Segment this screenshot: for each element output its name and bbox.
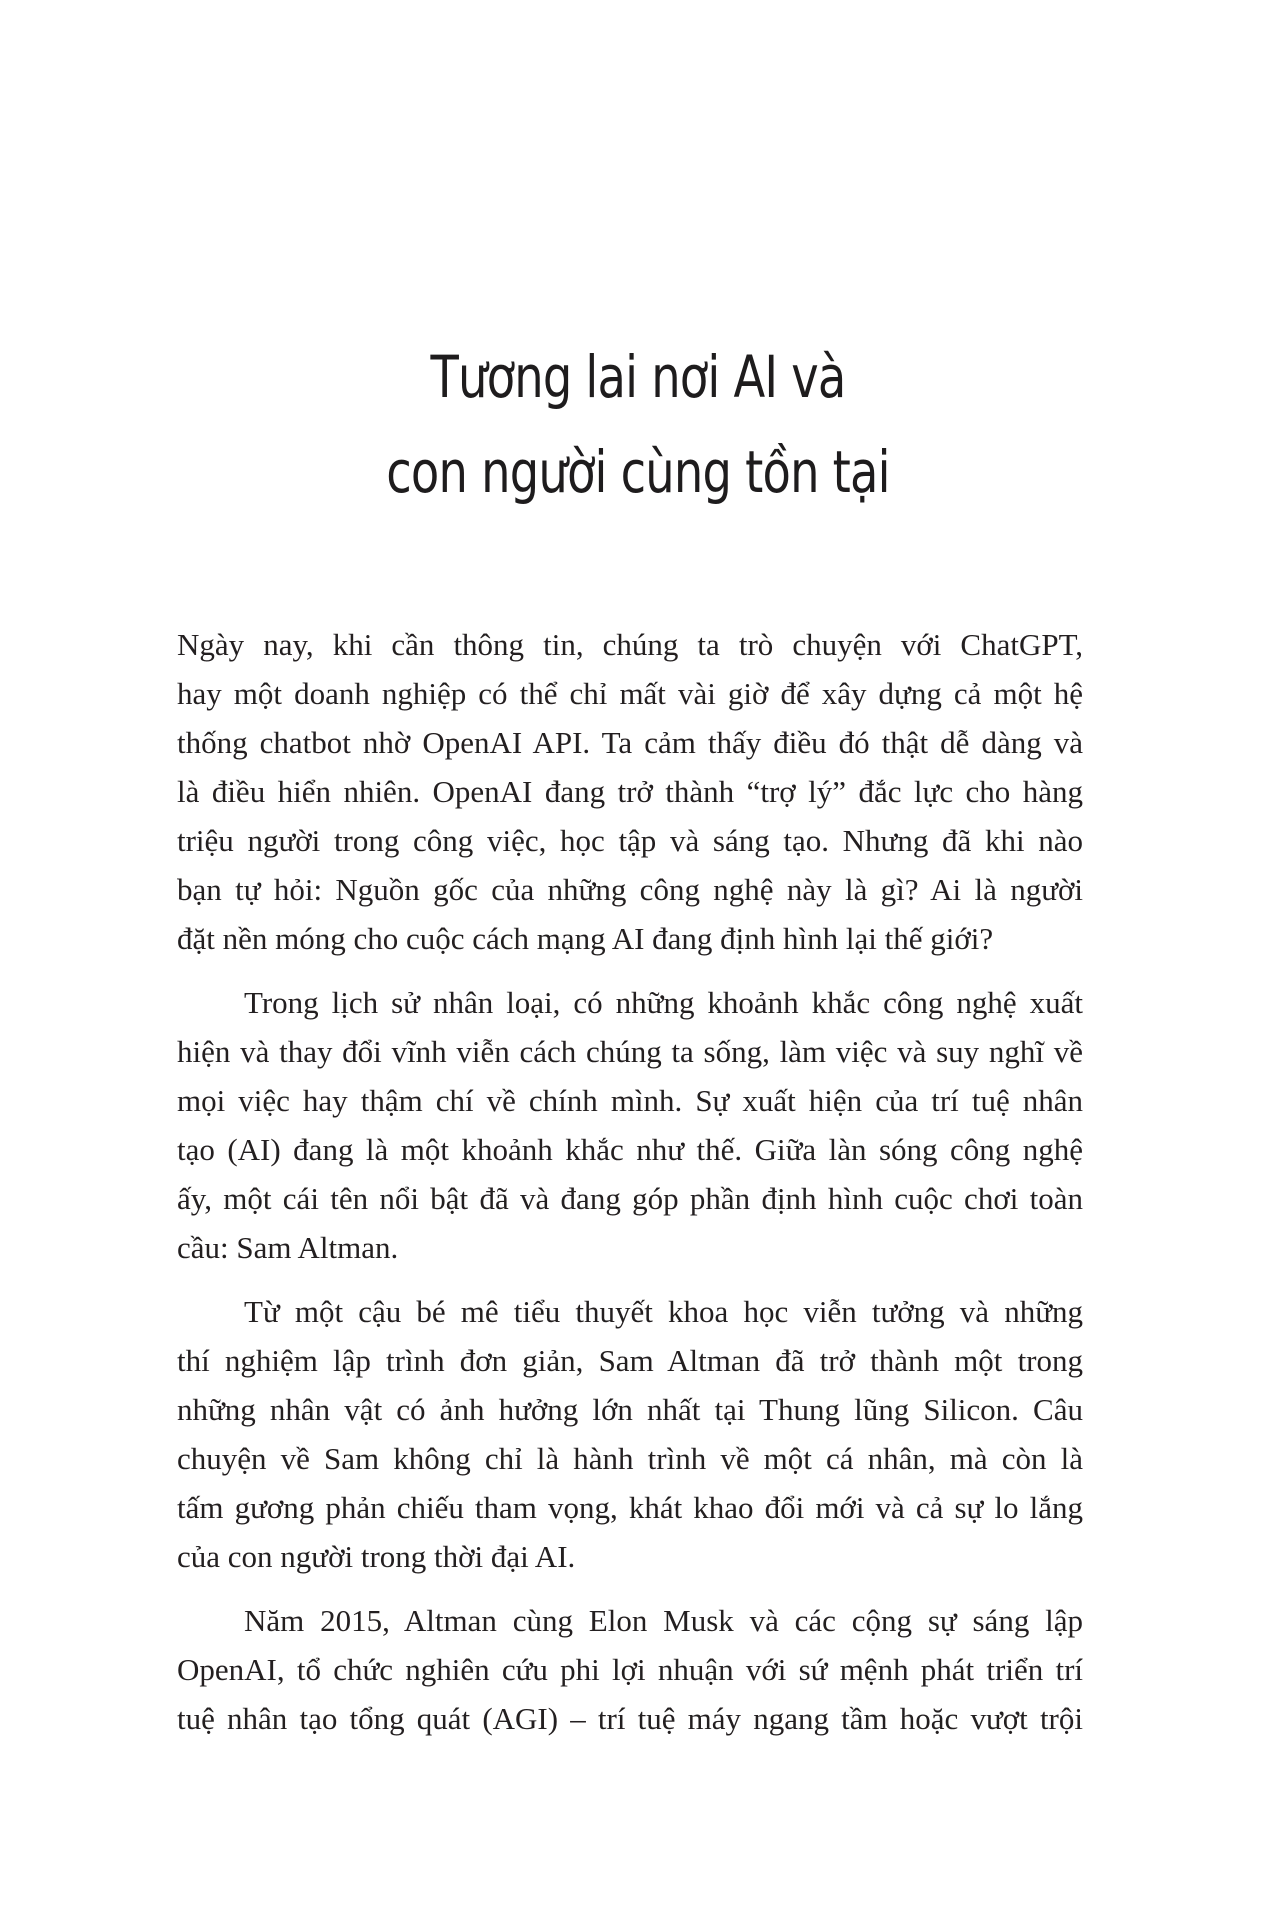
text-line: thí nghiệm lập trình đơn giản, Sam Altman đã trở thành một trong xyxy=(177,1343,1083,1378)
chapter-title-line-2: con người cùng tồn tại xyxy=(386,438,890,506)
chapter-title-line-1: Tương lai nơi AI và xyxy=(430,343,846,411)
text-line: Ngày nay, khi cần thông tin, chúng ta trò chuyện với ChatGPT, xyxy=(177,627,1083,662)
paragraph-2 xyxy=(177,978,1083,1272)
paragraph-4 xyxy=(177,1596,1083,1743)
text-line: cầu: Sam Altman. xyxy=(177,1230,399,1265)
text-line: OpenAI, tổ chức nghiên cứu phi lợi nhuận với sứ mệnh phát triển trí xyxy=(177,1652,1083,1687)
paragraph-1 xyxy=(177,620,1083,963)
text-line: hiện và thay đổi vĩnh viễn cách chúng ta sống, làm việc và suy nghĩ về xyxy=(177,1034,1083,1069)
text-line: hay một doanh nghiệp có thể chỉ mất vài giờ để xây dựng cả một hệ xyxy=(177,676,1083,711)
text-line: những nhân vật có ảnh hưởng lớn nhất tại Thung lũng Silicon. Câu xyxy=(177,1392,1083,1427)
text-line: Năm 2015, Altman cùng Elon Musk và các cộng sự sáng lập xyxy=(244,1603,1083,1638)
text-line: đặt nền móng cho cuộc cách mạng AI đang định hình lại thế giới? xyxy=(177,921,994,956)
text-line: tạo (AI) đang là một khoảnh khắc như thế. Giữa làn sóng công nghệ xyxy=(177,1132,1083,1167)
text-line: chuyện về Sam không chỉ là hành trình về một cá nhân, mà còn là xyxy=(177,1441,1083,1476)
text-line: tấm gương phản chiếu tham vọng, khát khao đổi mới và cả sự lo lắng xyxy=(177,1490,1083,1525)
text-line: Trong lịch sử nhân loại, có những khoảnh khắc công nghệ xuất xyxy=(244,985,1083,1020)
chapter-body xyxy=(177,620,1083,1758)
chapter-title xyxy=(0,330,1276,520)
text-line: là điều hiển nhiên. OpenAI đang trở thành “trợ lý” đắc lực cho hàng xyxy=(177,774,1083,809)
text-line: thống chatbot nhờ OpenAI API. Ta cảm thấy điều đó thật dễ dàng và xyxy=(177,725,1083,760)
text-line: triệu người trong công việc, học tập và sáng tạo. Nhưng đã khi nào xyxy=(177,823,1083,858)
text-line: Từ một cậu bé mê tiểu thuyết khoa học viễn tưởng và những xyxy=(244,1294,1083,1329)
paragraph-3 xyxy=(177,1287,1083,1581)
text-line: ấy, một cái tên nổi bật đã và đang góp phần định hình cuộc chơi toàn xyxy=(177,1181,1083,1216)
text-line: mọi việc hay thậm chí về chính mình. Sự xuất hiện của trí tuệ nhân xyxy=(177,1083,1083,1118)
text-line: bạn tự hỏi: Nguồn gốc của những công nghệ này là gì? Ai là người xyxy=(177,872,1083,907)
text-line: tuệ nhân tạo tổng quát (AGI) – trí tuệ máy ngang tầm hoặc vượt trội xyxy=(177,1701,1083,1736)
text-line: của con người trong thời đại AI. xyxy=(177,1539,576,1574)
